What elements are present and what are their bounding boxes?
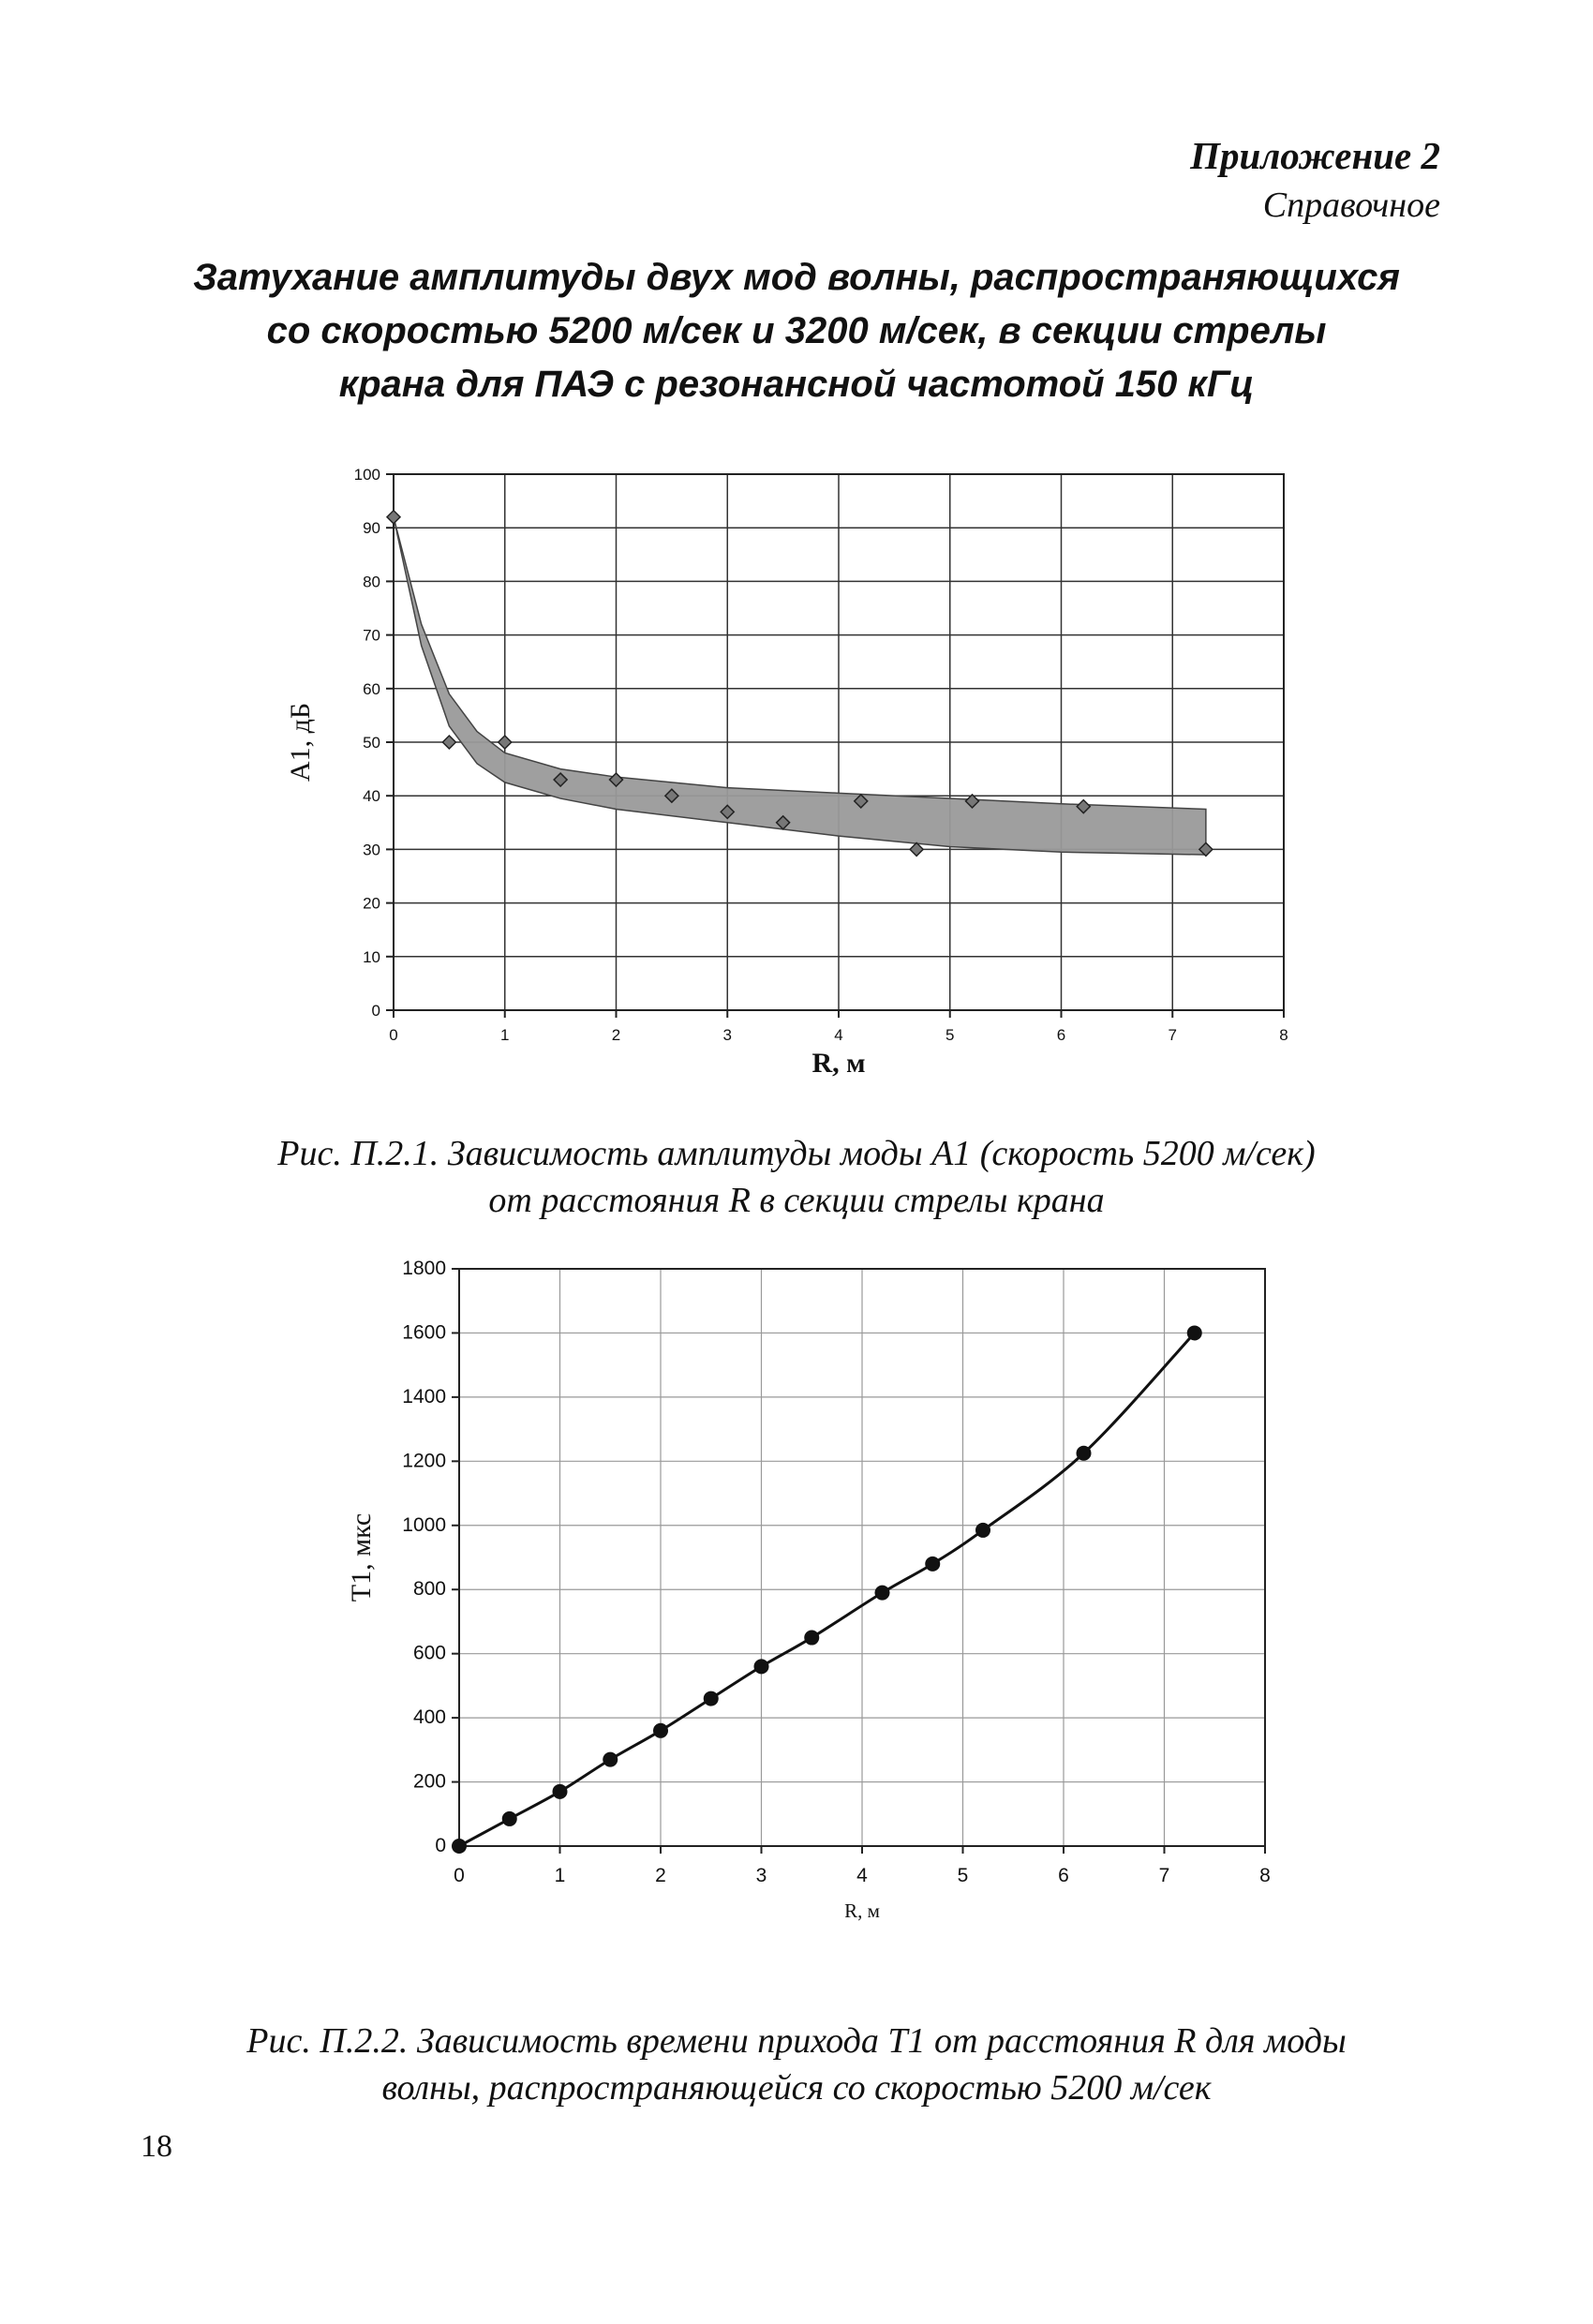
y-tick-label: 1800 (402, 1258, 446, 1279)
x-tick-label: 5 (957, 1865, 969, 1886)
x-tick-label: 3 (755, 1865, 767, 1886)
arrival-time-xlabel: R, м (844, 1899, 880, 1922)
y-tick-label: 1600 (402, 1321, 446, 1344)
x-tick-label: 4 (856, 1865, 868, 1886)
y-tick-label: 80 (363, 573, 380, 591)
amplitude-grid (394, 474, 1284, 1010)
data-point-marker (603, 1752, 618, 1767)
x-tick-label: 8 (1279, 1026, 1288, 1044)
x-tick-label: 6 (1058, 1865, 1069, 1886)
x-tick-label: 6 (1056, 1026, 1066, 1044)
y-tick-label: 800 (412, 1578, 446, 1601)
page-number: 18 (141, 2129, 172, 2164)
figure-2-caption-line-2: волны, распространяющейся со скоростью 5200 м/сек (381, 2068, 1212, 2108)
data-point-marker (704, 1691, 719, 1706)
x-tick-label: 0 (389, 1026, 398, 1044)
x-tick-label: 0 (454, 1865, 465, 1886)
y-tick-label: 50 (363, 734, 380, 752)
data-point-marker (553, 1784, 568, 1799)
y-tick-label: 0 (371, 1002, 380, 1020)
title-line-1: Затухание амплитуды двух мод волны, распространяющихся (193, 257, 1400, 298)
y-tick-label: 1200 (402, 1450, 446, 1472)
amplitude-yticks (354, 466, 394, 1020)
title-line-2: со скоростью 5200 м/сек и 3200 м/сек, в секции стрелы (266, 310, 1327, 351)
x-tick-label: 1 (554, 1865, 566, 1886)
arrival-time-chart (0, 1246, 1593, 1959)
amplitude-xticks (389, 1010, 1288, 1044)
x-tick-label: 5 (945, 1026, 955, 1044)
arrival-time-yticks (402, 1258, 459, 1856)
figure-2-caption-line-1: Рис. П.2.2. Зависимость времени прихода T1 от расстояния R для моды (246, 2021, 1347, 2061)
y-tick-label: 1000 (402, 1513, 446, 1536)
data-point-marker (1077, 1446, 1092, 1461)
y-tick-label: 40 (363, 787, 380, 806)
figure-1-caption (141, 1130, 1452, 1224)
title-line-3: крана для ПАЭ с резонансной частотой 150 кГц (338, 364, 1255, 405)
x-tick-label: 2 (611, 1026, 621, 1044)
appendix-type: Справочное (1262, 186, 1440, 225)
y-tick-label: 1400 (402, 1385, 446, 1408)
x-tick-label: 1 (500, 1026, 510, 1044)
data-point-marker (804, 1631, 819, 1646)
y-tick-label: 100 (353, 466, 380, 484)
y-tick-label: 90 (363, 519, 380, 538)
data-point-marker (502, 1811, 517, 1826)
data-point-marker (387, 511, 400, 524)
arrival-time-ylabel: T1, мкс (346, 1512, 377, 1602)
y-tick-label: 60 (363, 679, 380, 698)
x-tick-label: 2 (655, 1865, 666, 1886)
figure-1-caption-line-1: Рис. П.2.1. Зависимость амплитуды моды А1 (скорость 5200 м/сек) (277, 1134, 1316, 1173)
y-tick-label: 10 (363, 947, 380, 966)
data-point-marker (1187, 1325, 1202, 1340)
appendix-label: Приложение 2 (1190, 134, 1440, 177)
y-tick-label: 200 (412, 1770, 446, 1793)
data-point-marker (499, 736, 512, 749)
figure-1-caption-line-2: от расстояния R в секции стрелы крана (488, 1181, 1105, 1220)
y-tick-label: 20 (363, 894, 380, 913)
x-tick-label: 7 (1158, 1865, 1170, 1886)
amplitude-ylabel: A1, дБ (285, 702, 316, 782)
y-tick-label: 0 (435, 1835, 446, 1856)
x-tick-label: 3 (722, 1026, 732, 1044)
x-tick-label: 7 (1168, 1026, 1177, 1044)
data-point-marker (925, 1557, 940, 1572)
data-point-marker (442, 736, 455, 749)
data-point-marker (910, 842, 923, 856)
x-tick-label: 4 (834, 1026, 843, 1044)
data-point-marker (975, 1523, 990, 1538)
y-tick-label: 30 (363, 841, 380, 859)
arrival-time-xticks (454, 1846, 1271, 1886)
amplitude-xlabel: R, м (811, 1048, 866, 1079)
page-title (141, 251, 1452, 411)
data-point-marker (452, 1839, 467, 1854)
x-tick-label: 8 (1259, 1865, 1271, 1886)
y-tick-label: 70 (363, 626, 380, 645)
amplitude-chart (0, 450, 1593, 1125)
data-point-marker (875, 1586, 890, 1601)
figure-2-caption (141, 2018, 1452, 2111)
y-tick-label: 600 (412, 1642, 446, 1664)
data-point-marker (653, 1723, 668, 1738)
arrival-time-grid (459, 1269, 1265, 1846)
data-point-marker (754, 1659, 769, 1674)
y-tick-label: 400 (412, 1706, 446, 1729)
